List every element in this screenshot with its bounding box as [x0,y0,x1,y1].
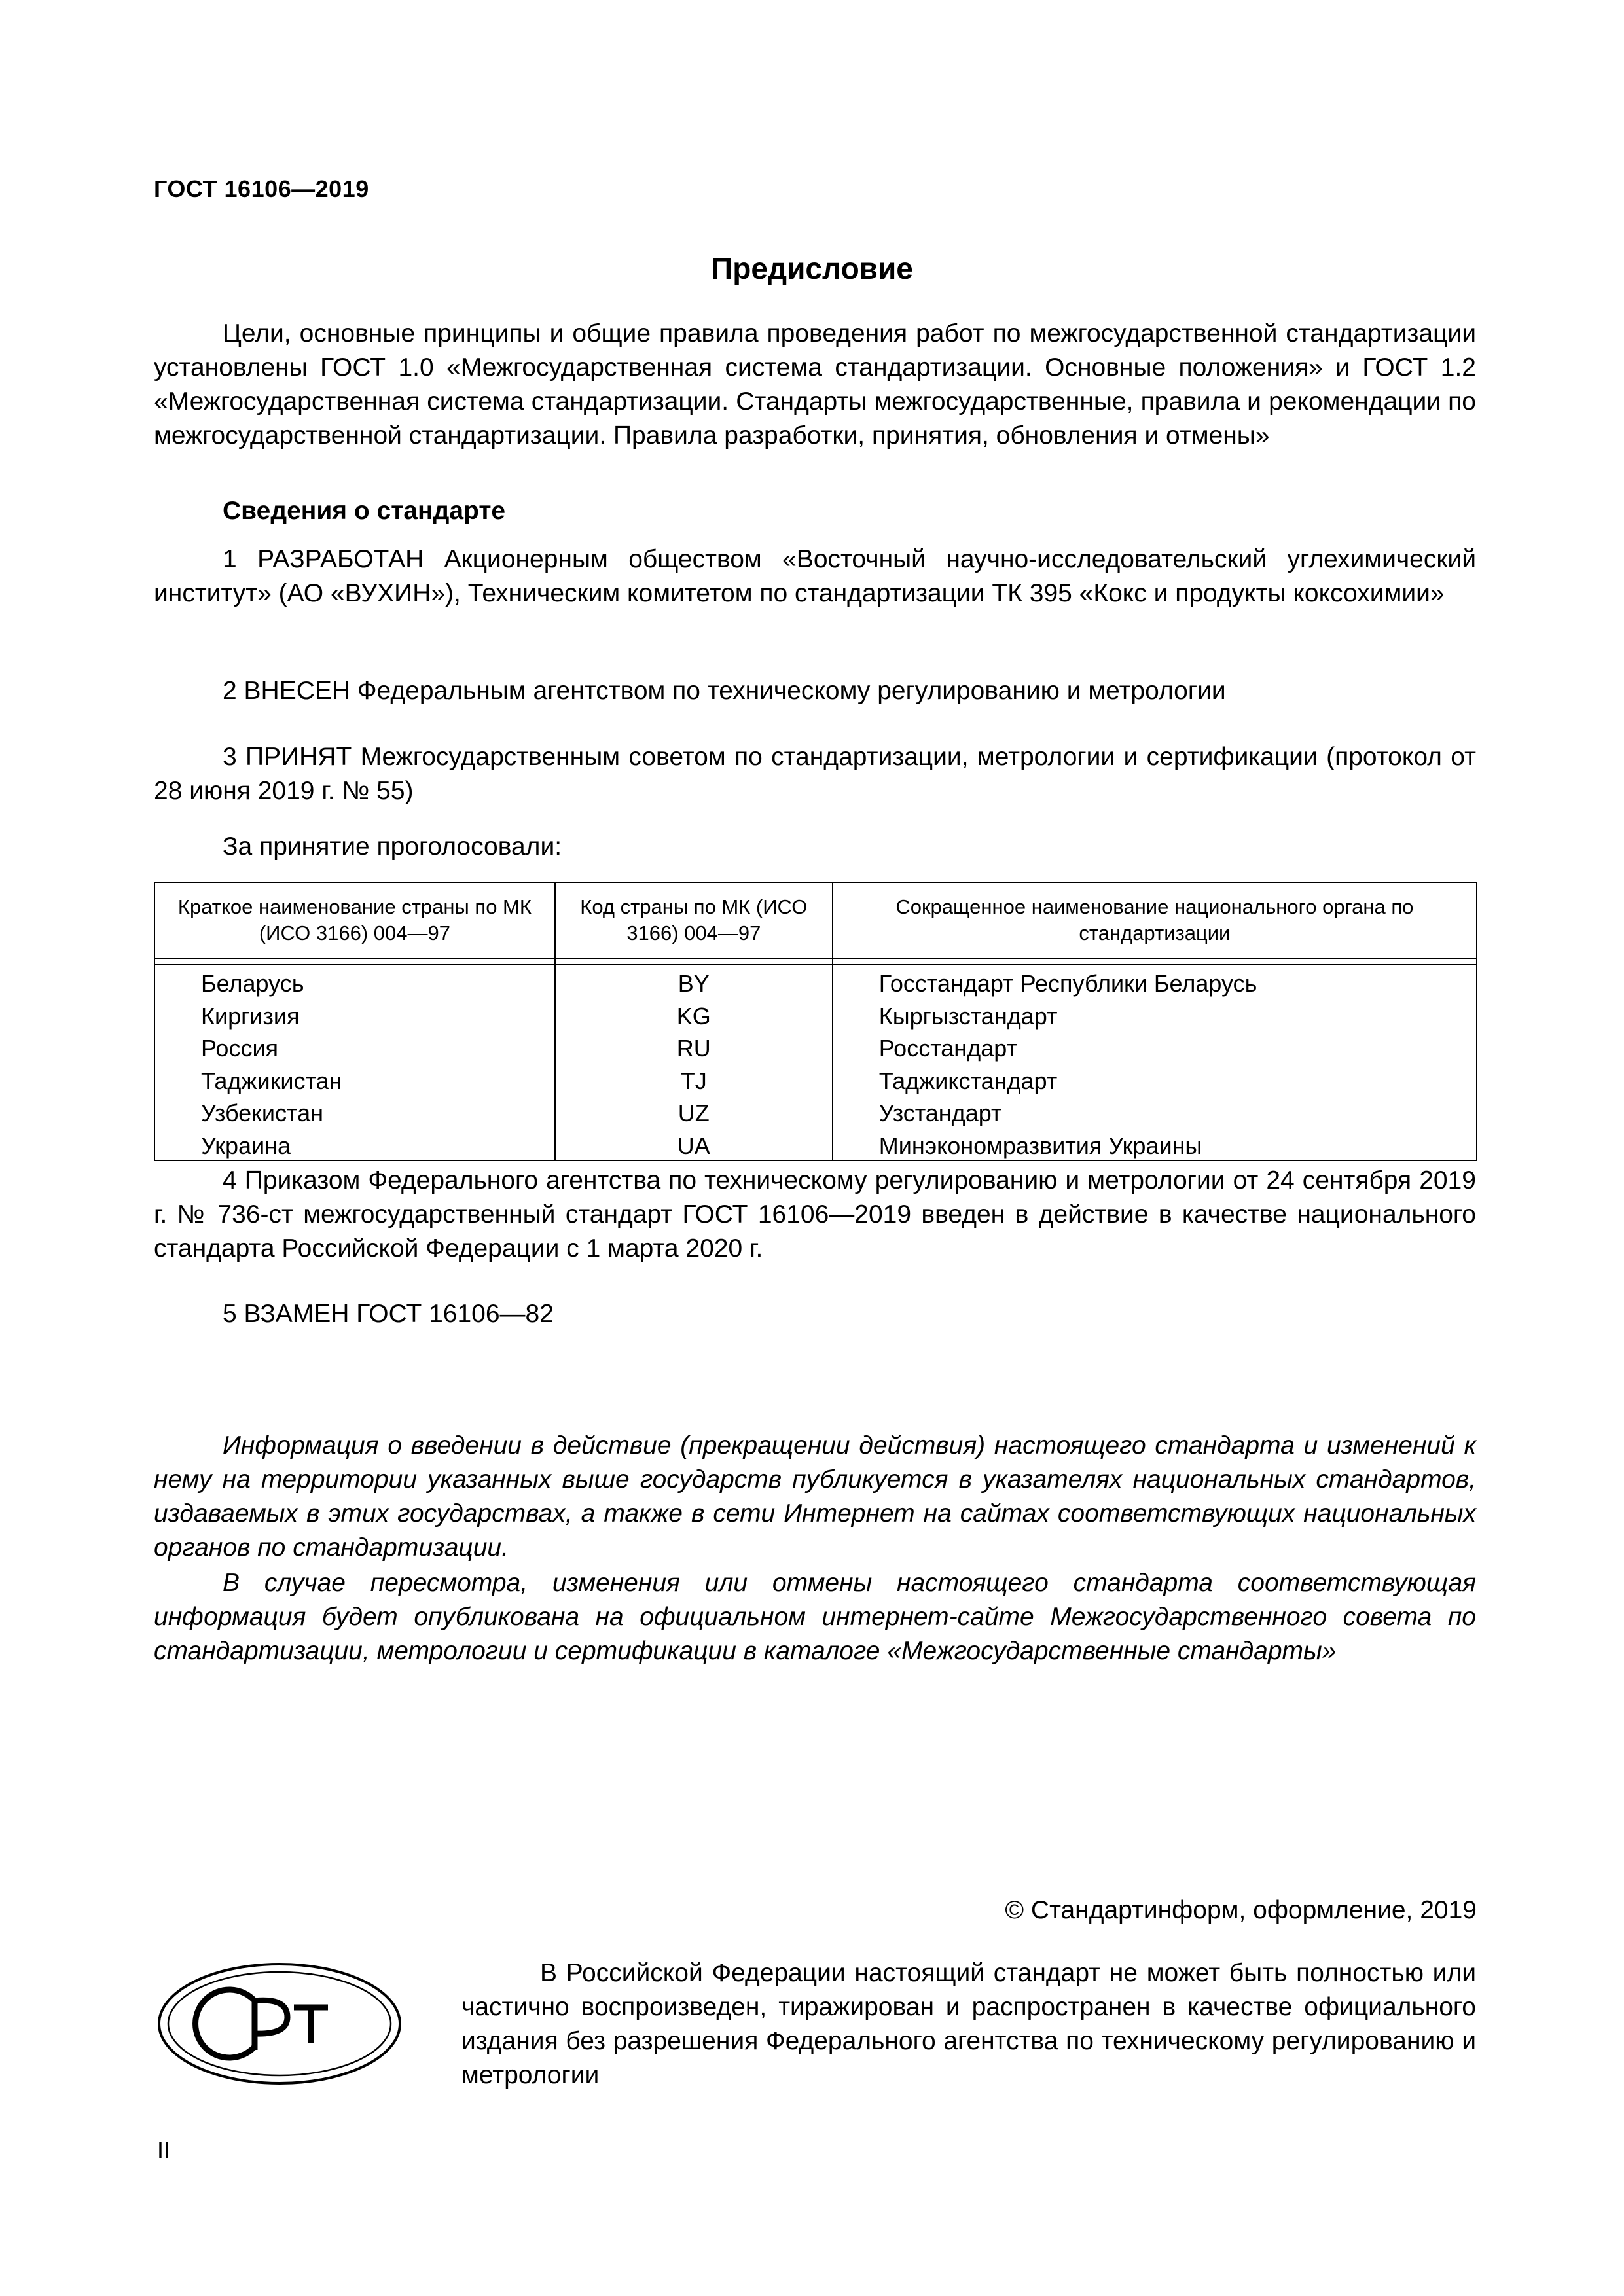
country-cell: Украина [154,1128,555,1161]
body-cell: Кыргызстандарт [833,998,1477,1031]
info-heading: Сведения о стандарте [223,497,506,525]
item-submitted: 2 ВНЕСЕН Федеральным агентством по техническому регулированию и метрологии [223,677,1226,705]
country-cell: Россия [154,1030,555,1063]
body-cell: Минэкономразвития Украины [833,1128,1477,1161]
note-information: Информация о введении в действие (прекращении действия) настоящего стандарта и изменений к нему на территории указанных выше государств публикуется в указателях национальных стандартов, издаваемых в этих государствах, а также в сети Интернет на сайтах соответствующих национальных органов по стандартизации. [154,1431,1476,1562]
rights-notice: В Российской Федерации настоящий стандарт не может быть полностью или частично воспроизведен, тиражирован и распространен в качестве официального издания без разрешения Федерального агентства по техническому регулированию и метрологии [461,1959,1476,2089]
table-row [154,998,1477,1031]
item-developed: 1 РАЗРАБОТАН Акционерным обществом «Восточный научно-исследовательский углехимический институт» (АО «ВУХИН»), Техническим комитетом по стандартизации ТК 395 «Кокс и продукты коксохимии» [154,545,1476,607]
code-cell: UA [555,1128,833,1161]
column-header-code: Код страны по МК (ИСО 3166) 004—97 [555,882,833,958]
note-revision: В случае пересмотра, изменения или отмены настоящего стандарта соответствующая информация будет опубликована на официальном интернет-сайте Межгосударственного совета по стандартизации, метрологии и сертификации в каталоге «Межгосударственные стандарты» [154,1569,1476,1665]
body-cell: Таджикстандарт [833,1063,1477,1096]
code-cell: TJ [555,1063,833,1096]
table-row [154,1030,1477,1063]
table-header-row [154,882,1477,958]
rst-logo-icon [156,1962,403,2086]
code-cell: KG [555,998,833,1031]
body-cell: Госстандарт Республики Беларусь [833,965,1477,998]
intro-paragraph: Цели, основные принципы и общие правила проведения работ по межгосударственной стандартизации установлены ГОСТ 1.0 «Межгосударственная система стандартизации. Основные положения» и ГОСТ 1.2 «Межгосударственная система стандартизации. Стандарты межгосударственные, правила и рекомендации по межгосударственной стандартизации. Правила разработки, принятия, обновления и отмены» [154,319,1476,450]
country-cell: Беларусь [154,965,555,998]
country-cell: Таджикистан [154,1063,555,1096]
code-cell: RU [555,1030,833,1063]
page-number: II [157,2136,171,2163]
body-cell: Росстандарт [833,1030,1477,1063]
column-header-body: Сокращенное наименование национального органа по стандартизации [833,882,1477,958]
column-header-country: Краткое наименование страны по МК (ИСО 3166) 004—97 [154,882,555,958]
table-row [154,1095,1477,1128]
table-row [154,1128,1477,1161]
page-title: Предисловие [711,251,913,285]
document-code-header: ГОСТ 16106—2019 [154,175,369,202]
vote-table [154,882,1477,1161]
country-cell: Киргизия [154,998,555,1031]
code-cell: UZ [555,1095,833,1128]
copyright-notice: © Стандартинформ, оформление, 2019 [1005,1896,1477,1924]
code-cell: BY [555,965,833,998]
body-cell: Узстандарт [833,1095,1477,1128]
table-row [154,965,1477,998]
voted-label: За принятие проголосовали: [223,833,562,861]
table-row [154,1063,1477,1096]
item-replaces: 5 ВЗАМЕН ГОСТ 16106—82 [223,1300,554,1328]
item-enacted: 4 Приказом Федерального агентства по техническому регулированию и метрологии от 24 сентября 2019 г. № 736-ст межгосударственный стандарт ГОСТ 16106—2019 введен в действие в качестве национального стандарта Российской Федерации с 1 марта 2020 г. [154,1166,1476,1263]
country-cell: Узбекистан [154,1095,555,1128]
item-adopted: 3 ПРИНЯТ Межгосударственным советом по стандартизации, метрологии и сертификации (протокол от 28 июня 2019 г. № 55) [154,743,1476,805]
